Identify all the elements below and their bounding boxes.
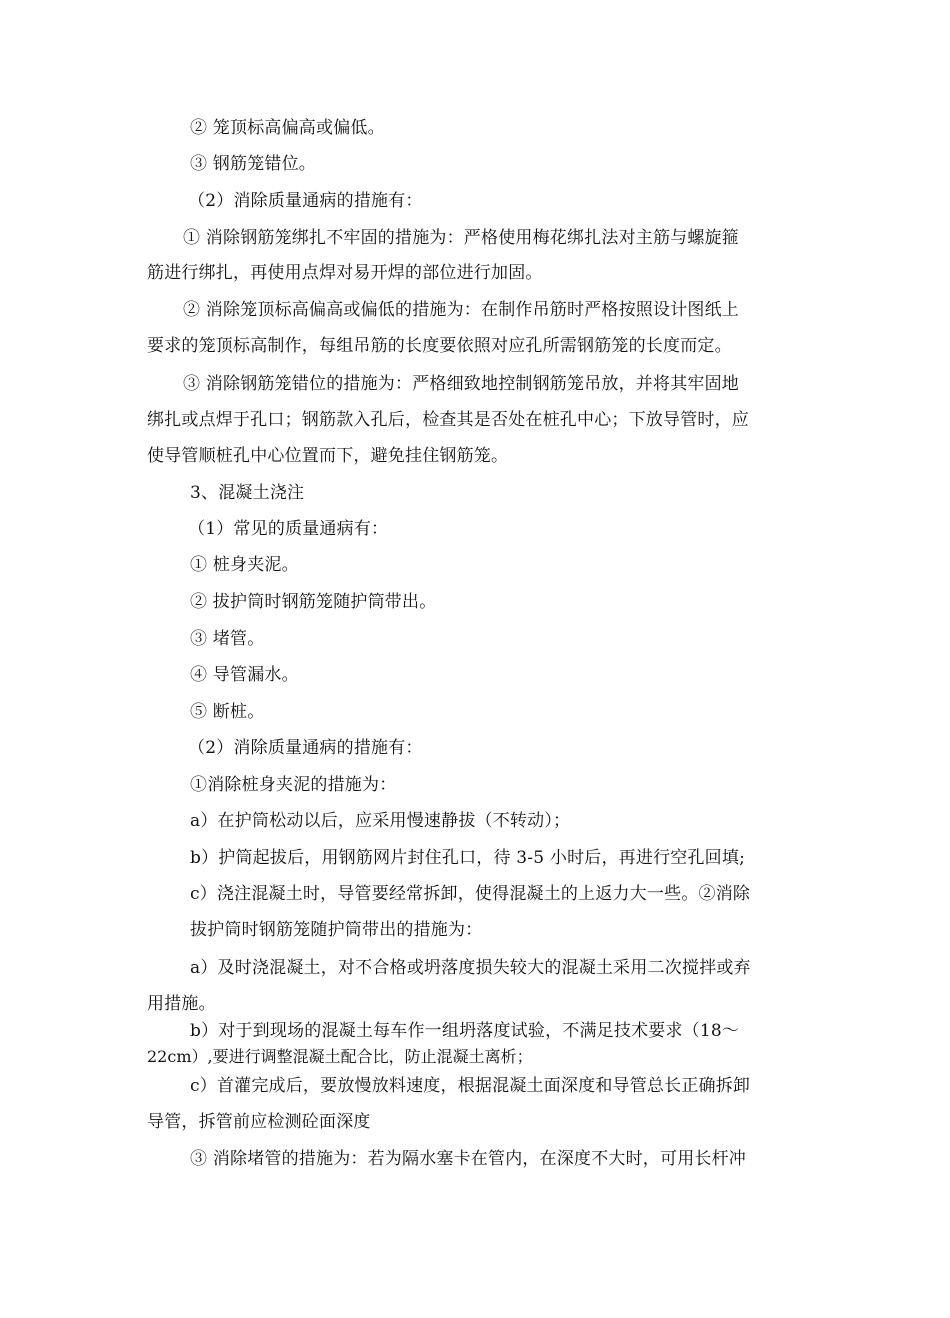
text-line: c）浇注混凝土时，导管要经常拆卸，使得混凝土的上返力大一些。②消除 bbox=[190, 884, 751, 904]
text-line: c）首灌完成后，要放慢放料速度，根据混凝土面深度和导管总长正确拆卸 bbox=[190, 1076, 751, 1096]
text-line: 导管，拆管前应检测砼面深度 bbox=[147, 1112, 371, 1132]
text-line: b）对于到现场的混凝土每车作一组坍落度试验，不满足技术要求（18～ bbox=[190, 1021, 740, 1041]
text-line: 使导管顺桩孔中心位置而下，避免挂住钢筋笼。 bbox=[147, 446, 509, 466]
text-line: （2）消除质量通病的措施有： bbox=[188, 191, 423, 211]
text-line: a）在护筒松动以后，应采用慢速静拔（不转动）； bbox=[190, 811, 571, 831]
text-line: 要求的笼顶标高制作，每组吊筋的长度要依照对应孔所需钢筋笼的长度而定。 bbox=[147, 336, 732, 356]
text-line: 用措施。 bbox=[147, 994, 216, 1014]
list-item: ② 拔护筒时钢筋笼随护筒带出。 bbox=[190, 592, 437, 612]
list-item: ⑤ 断桩。 bbox=[190, 702, 265, 722]
text-line: a）及时浇混凝土，对不合格或坍落度损失较大的混凝土采用二次搅拌或弃 bbox=[190, 958, 751, 978]
text-line: 22cm）,要进行调整混凝土配合比，防止混凝土离析； bbox=[147, 1047, 533, 1066]
text-line: ①消除桩身夹泥的措施为： bbox=[190, 775, 397, 795]
text-line: 筋进行绑扎，再使用点焊对易开焊的部位进行加固。 bbox=[147, 263, 543, 283]
text-line: b）护筒起拔后，用钢筋网片封住孔口，待 3-5 小时后，再进行空孔回填; bbox=[190, 848, 745, 868]
text-line: （2）消除质量通病的措施有： bbox=[188, 738, 423, 758]
section-heading: 3、混凝土浇注 bbox=[190, 483, 305, 503]
text-line: ③ 钢筋笼错位。 bbox=[190, 154, 317, 174]
text-line: ① 消除钢筋笼绑扎不牢固的措施为：严格使用梅花绑扎法对主筋与螺旋箍 bbox=[183, 228, 740, 248]
text-line: ③ 消除堵管的措施为：若为隔水塞卡在管内，在深度不大时，可用长杆冲 bbox=[190, 1149, 747, 1169]
text-line: ② 笼顶标高偏高或偏低。 bbox=[190, 118, 385, 138]
list-item: ③ 堵管。 bbox=[190, 629, 265, 649]
text-line: （1）常见的质量通病有： bbox=[188, 519, 389, 539]
text-line: 拔护筒时钢筋笼随护筒带出的措施为： bbox=[190, 920, 483, 940]
list-item: ① 桩身夹泥。 bbox=[190, 555, 299, 575]
text-line: ③ 消除钢筋笼错位的措施为：严格细致地控制钢筋笼吊放，并将其牢固地 bbox=[183, 374, 740, 394]
text-line: 绑扎或点焊于孔口；钢筋款入孔后，检查其是否处在桩孔中心；下放导管时，应 bbox=[147, 410, 749, 430]
list-item: ④ 导管漏水。 bbox=[190, 665, 299, 685]
text-line: ② 消除笼顶标高偏高或偏低的措施为：在制作吊筋时严格按照设计图纸上 bbox=[183, 300, 740, 320]
